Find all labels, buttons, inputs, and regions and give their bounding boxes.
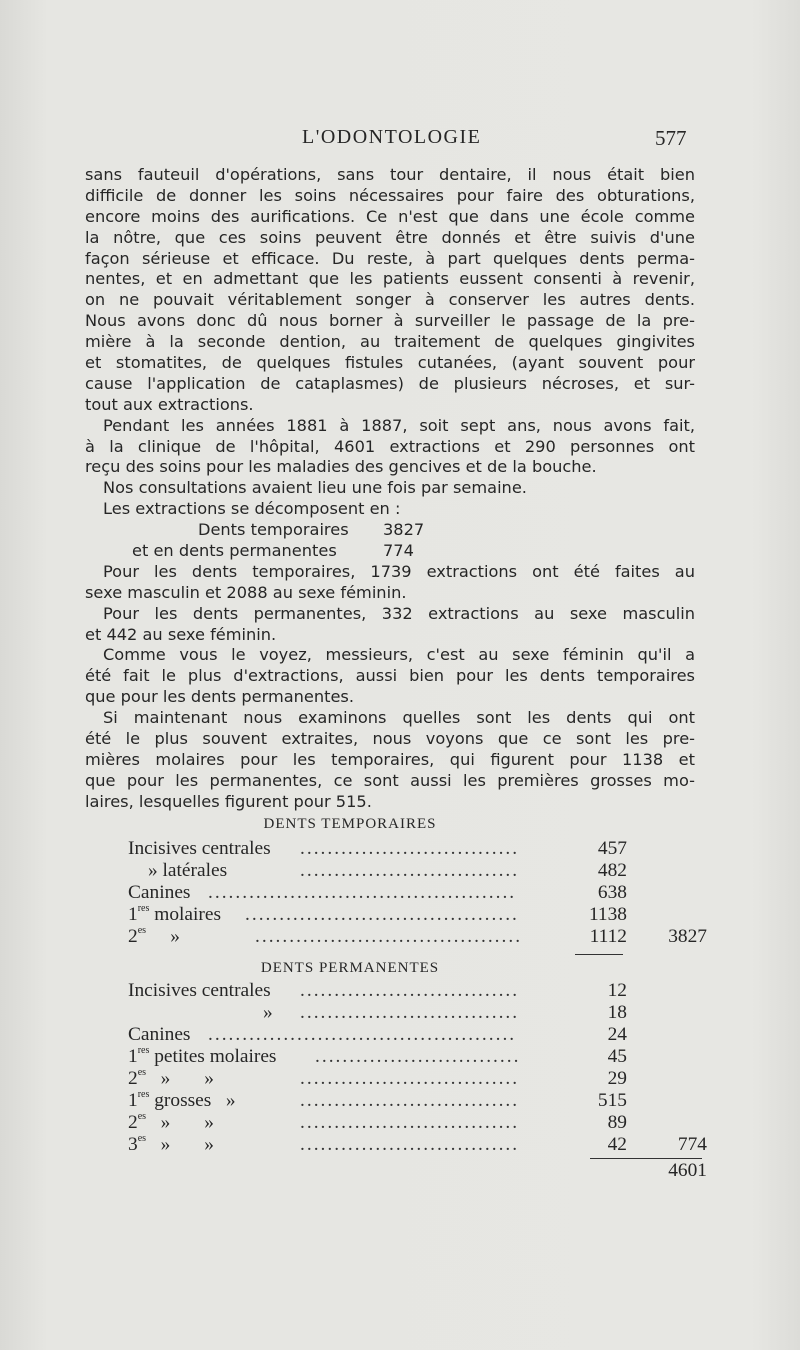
row-label: $2^{es}$ » » (128, 1111, 214, 1133)
text-line: Pour les dents temporaires, 1739 extractions ont été faites au (103, 561, 695, 581)
decomposition-value: 3827 (383, 520, 425, 540)
row-value: 18 (607, 1002, 627, 1023)
table-row (85, 1134, 735, 1156)
text-line: Les extractions se décomposent en : (103, 499, 401, 519)
leader-dots: ................................ (300, 1112, 520, 1133)
row-label: Canines (128, 882, 191, 903)
leader-dots: ............................................. (208, 1024, 517, 1045)
leader-dots: ............................................. (208, 882, 517, 903)
text-line: et stomatites, de quelques fistules cutanées, (ayant souvent pour (85, 353, 695, 373)
text-line: Nous avons donc dû nous borner à surveiller le passage de la pre- (85, 311, 695, 331)
text-line: tout aux extractions. (85, 394, 254, 414)
decomposition-permanentes (85, 541, 695, 562)
leader-dots: ................................ (300, 1068, 520, 1089)
leader-dots: ....................................... (255, 926, 523, 947)
leader-dots: ................................ (300, 838, 520, 859)
decomposition-label: et en dents permanentes (132, 541, 337, 561)
text-line: mière à la seconde dention, au traitement de quelques gingivites (85, 332, 695, 352)
table-heading-temporaires: DENTS TEMPORAIRES (263, 816, 437, 832)
grand-total-row (85, 1160, 735, 1182)
text-line: à la clinique de l'hôpital, 4601 extractions et 290 personnes ont (85, 436, 695, 456)
row-value: 1138 (588, 904, 627, 925)
text-line: été le plus souvent extraites, nous voyons que ce sont les pre- (85, 729, 695, 749)
page-header (0, 122, 800, 152)
running-title: L'ODONTOLOGIE (302, 126, 482, 148)
row-value: 12 (607, 980, 627, 1001)
text-line: laires, lesquelles figurent pour 515. (85, 791, 372, 811)
row-value: 638 (597, 882, 627, 903)
decomposition-value: 774 (383, 541, 414, 561)
subtotal-permanentes: 774 (677, 1134, 707, 1155)
row-label: Incisives centrales (128, 980, 271, 1001)
row-value: 42 (607, 1134, 627, 1155)
text-line: que pour les dents permanentes. (85, 687, 354, 707)
table-row (85, 860, 735, 882)
leader-dots: ................................ (300, 1002, 520, 1023)
row-label: » (263, 1002, 273, 1023)
row-label: 1res petites molaires (128, 1045, 277, 1067)
leader-dots: ................................ (300, 860, 520, 881)
table-row (85, 980, 735, 1002)
row-label: 1res molaires (128, 903, 222, 925)
text-line: reçu des soins pour les maladies des gencives et de la bouche. (85, 457, 597, 477)
decomposition-temporaires (85, 520, 695, 541)
text-line: et 442 au sexe féminin. (85, 624, 277, 644)
row-value: 24 (607, 1024, 627, 1045)
body-text (85, 165, 695, 813)
row-value: 29 (607, 1068, 627, 1089)
leader-dots: ................................ (300, 1134, 520, 1155)
row-label: Canines (128, 1024, 191, 1045)
table-row (85, 1046, 735, 1068)
table-row (85, 1002, 735, 1024)
table-row (85, 882, 735, 904)
row-value: 1112 (589, 926, 627, 947)
row-label: » latérales (148, 860, 228, 881)
divider (575, 954, 623, 955)
text-line: cause l'application de cataplasmes) de plusieurs nécroses, et sur- (85, 373, 695, 393)
decomposition-label: Dents temporaires (198, 520, 349, 540)
total-rule (590, 1158, 702, 1159)
table-row (85, 1068, 735, 1090)
row-value: 457 (597, 838, 627, 859)
text-line: été fait le plus d'extractions, aussi bien pour les dents temporaires (85, 666, 695, 686)
text-line: Si maintenant nous examinons quelles sont les dents qui ont (103, 708, 695, 728)
text-line: la nôtre, que ces soins peuvent être donnés et être suivis d'une (85, 227, 695, 247)
row-label: $2^{es}$ » » (128, 1067, 214, 1089)
leader-dots: .............................. (315, 1046, 521, 1067)
grand-total: 4601 (668, 1160, 707, 1181)
table-row (85, 1090, 735, 1112)
text-line: Comme vous le voyez, messieurs, c'est au sexe féminin qu'il a (103, 645, 695, 665)
table-heading-permanentes: DENTS PERMANENTES (260, 960, 440, 976)
row-value: 482 (597, 860, 627, 881)
total-temporaires: 3827 (668, 926, 707, 947)
leader-dots: ................................ (300, 980, 520, 1001)
text-line: on ne pouvait véritablement songer à conserver les autres dents. (85, 290, 695, 310)
row-value: 515 (597, 1090, 627, 1111)
text-line: façon sérieuse et efficace. Du reste, à part quelques dents perma- (85, 248, 695, 268)
table-row (85, 838, 735, 860)
page-number: 577 (655, 126, 687, 150)
row-label: 1res grosses » (128, 1089, 236, 1111)
leader-dots: ........................................ (245, 904, 519, 925)
text-line: sans fauteuil d'opérations, sans tour dentaire, il nous était bien (85, 165, 695, 184)
text-line: encore moins des aurifications. Ce n'est que dans une école comme (85, 206, 695, 226)
text-line: sexe masculin et 2088 au sexe féminin. (85, 582, 407, 602)
leader-dots: ................................ (300, 1090, 520, 1111)
text-line: que pour les permanentes, ce sont aussi les premières grosses mo- (85, 770, 695, 790)
text-line: Pour les dents permanentes, 332 extractions au sexe masculin (103, 603, 695, 623)
text-line: difficile de donner les soins nécessaires pour faire des obturations, (85, 185, 695, 205)
table-row (85, 1112, 735, 1134)
text-line: nentes, et en admettant que les patients eussent consenti à revenir, (85, 269, 695, 289)
text-line: Nos consultations avaient lieu une fois par semaine. (103, 478, 527, 498)
table-row (85, 904, 735, 926)
row-label: $2^{es}$ » (128, 925, 180, 947)
text-line: mières molaires pour les temporaires, qui figurent pour 1138 et (85, 749, 695, 769)
row-label: $3^{es}$ » » (128, 1133, 214, 1155)
text-line: Pendant les années 1881 à 1887, soit sept ans, nous avons fait, (103, 415, 695, 435)
row-value: 89 (607, 1112, 627, 1133)
row-value: 45 (607, 1046, 627, 1067)
table-row (85, 926, 735, 948)
row-label: Incisives centrales (128, 838, 271, 859)
table-row (85, 1024, 735, 1046)
